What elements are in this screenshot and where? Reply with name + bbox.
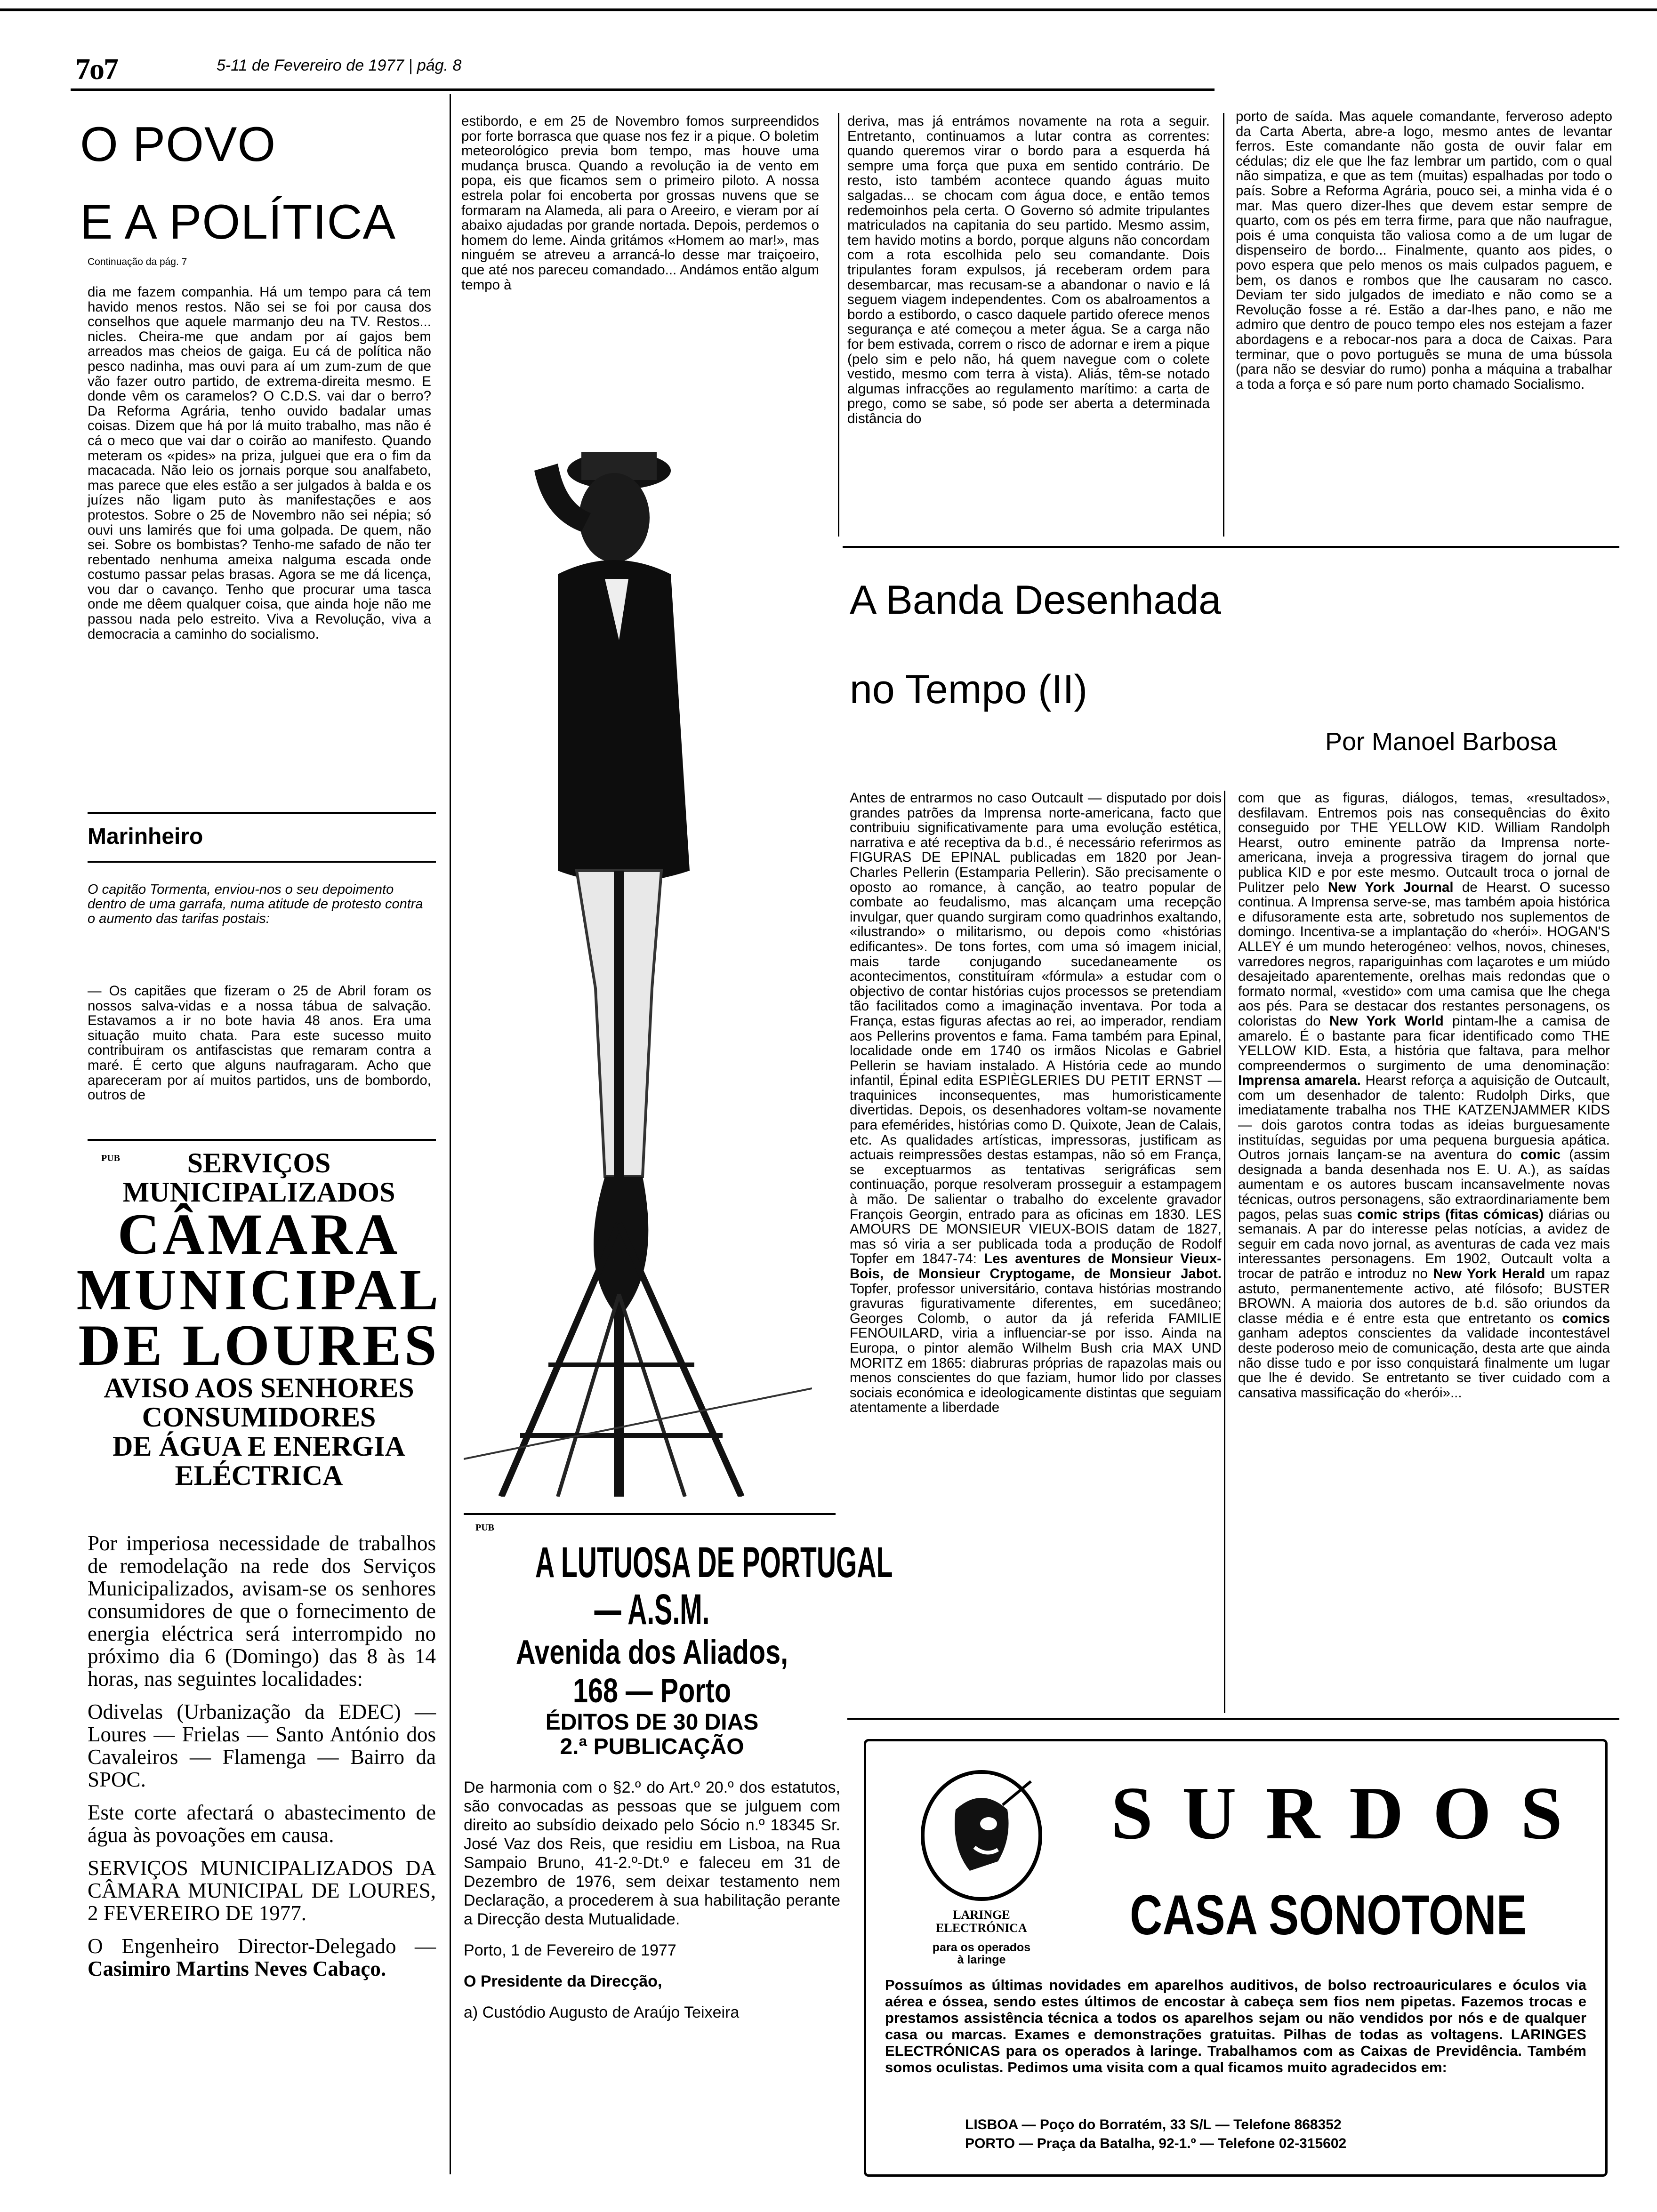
ad-loures-line1: SERVIÇOS <box>187 1147 331 1178</box>
pub-label-loures: PUB <box>101 1153 120 1163</box>
ad-lutuosa-sig2: a) Custódio Augusto de Araújo Teixeira <box>464 2004 740 2021</box>
newspaper-logo: 7o7 <box>75 52 118 86</box>
article-title-line2: E A POLÍTICA <box>80 195 396 249</box>
ad-loures-p5 <box>88 1935 436 1980</box>
ad-lutuosa-address1: Avenida dos Aliados, <box>515 1634 788 1671</box>
marinheiro-intro: O capitão Tormenta, enviou-nos o seu depoimento dentro de uma garrafa, numa atitude de protesto contra o aumento das tarifas postais: <box>88 882 423 926</box>
ad-lutuosa-body <box>464 1778 840 2022</box>
surdos-body: Possuímos as últimas novidades em aparelhos auditivos, de bolso rectroauriculares e óculos via aérea e óssea, sendo estes últimos de encostar à cabeça sem fios nem pipetas. Fazemos trocas e prestamos assistência técnica a todos os aparelhos sejam ou não vendidos por nós e de qualquer casa ou marcas. Exames e demonstrações gratuitas. Pilhas de todas as voltagens. LARINGES ELECTRÓNICAS para os operados à laringe. Trabalhamos com as Caixas de Previdência. Também somos oculistas. Pedimos uma visita com a qual ficamos muito agradecidos em: <box>885 1977 1586 2076</box>
ad-lutuosa <box>464 1525 893 2034</box>
banda-col2-comic: comic <box>1520 1147 1561 1163</box>
banda-col2-a: com que as figuras, diálogos, temas, «resultados», desfilavam. Entremos pois nas consequências do êxito conseguido por THE YELLOW KID. William Randolph Hearst, outro eminente patrão da Imprensa norte-americana, inveja a progressiva tiragem do jornal que publica KID e por este mesmo. Outcault troca o jornal de Pulitzer pelo <box>1238 790 1610 895</box>
marinheiro-body-col2 <box>461 114 819 292</box>
banda-col2-d: Hearst reforça a aquisição de Outcault, com um desenhador de talento: Rudolph Dirks, que imediatamente trabalha nos THE KATZENJAMMER KIDS — dois garotos contra todas as ideias burguesamente instituídas, seguidas por uma pequena burguesia apática. Outros jornais lançam-se na aventura do <box>1238 1073 1610 1163</box>
byline: Por Manoel Barbosa <box>1325 728 1557 756</box>
marinheiro-col4-text: porto de saída. Mas aquele comandante, ferveroso adepto da Carta Aberta, abre-a logo, mesmo antes de levantar ferros. Este comandante não gosta de ouvir falar em cédulas; diz ele que lhe faz lembrar um partido, com o qual não simpatiza, e que as tem (muitas) espalhadas por todo o país. Sobre a Reforma Agrária, pouco sei, a minha vida é o mar. Mas quero dizer-lhes que devem estar sempre de quarto, com os pés em terra firme, para que não naufrague, pois é uma conquista tão valiosa como a de um lugar de dispenseiro de bordo... Finalmente, quanto aos pides, o povo espera que pelo menos os mais culpados paguem, e bem, os danos e rombos que lhe causaram no casco. Deviam ter sido julgados de imediato e não como se a Revolução fosse a ré. Estão a dar-lhes pano, e não me admiro que dentro de pouco tempo eles nos estejam a fazer abordagens e a rebocar-nos para a doca de Caixas. Para terminar, que o povo português se muna de uma bússola (para não se desviar do rumo) ponha a máquina a trabalhar a toda a força e só pare num porto chamado Socialismo. <box>1236 109 1612 392</box>
marinheiro-body-col4 <box>1236 109 1612 392</box>
banda-col1-main: Antes de entrarmos no caso Outcault — disputado por dois grandes patrões da Imprensa norte-americana, facto que contribuiu significativamente para uma evolução estética, narrativa e até receptiva da b.d., é necessário referirmos as FIGURAS DE EPINAL publicadas em 1820 por Jean-Charles Pellerin (Estamparia Pellerin). São precisamente o oposto ao romance, à canção, ao teatro popular de combate ao feudalismo, mas alcançam uma recepção invulgar, quer quando surgiram como quadrinhos exaltando, «ilustrando» o militarismo, ou depois como «histórias edificantes». De tons fortes, com uma só imagem inicial, mais tarde conjugando sucedaneamente os acontecimentos, constituíram «fórmula» a estudar com o objectivo de contar histórias cujos processos se pretendiam tão facilitados como a imaginação inventava. Por toda a França, estas figuras afectas ao rei, ao imperador, rendiam aos Pellerins proventos e fama. Fama também para Epinal, localidade onde em 1740 os irmãos Nicolas e Gabriel Pellerin se haviam instalado. A História cede ao mundo infantil, Épinal edita ESPIÈGLERIES DU PETIT ERNST — traquinices inconsequentes, mas humoristicamente divertidas. Depois, os desenhadores voltam-se novamente para efemérides, histórias como D. Quixote, Jean de Calais, etc. As qualidades artísticas, impressoras, justificam as actuais reimpressões destas estampas, não só em França, se exceptuarmos as tentativas serigráficas sem continuação, porque resolveram prosseguir a estampagem à mão. De salientar o trabalho do excelente gravador François Georgin, entrado para as oficinas em 1830. LES AMOURS DE MONSIEUR VIEUX-BOIS datam de 1827, mas só viria a ser publicada toda a produção de Rodolf Topfer em 1847-74: <box>850 790 1222 1267</box>
ad-loures-line5: DE LOURES <box>78 1313 440 1378</box>
banda-title <box>850 555 1221 734</box>
sailor-photo <box>464 377 812 1497</box>
banda-title-line1: A Banda Desenhada <box>850 577 1221 623</box>
banda-col2-c: pintam-lhe a camisa de amarelo. É o bastante para ficar identificado como THE YELLOW KID. Esta, a história que faltava, para melhor compreendermos o surgimento de uma denominação: <box>1238 1013 1610 1074</box>
surdos-addresses <box>965 2116 1346 2153</box>
banda-col2-nyj: New York Journal <box>1327 879 1454 895</box>
banda-col2-nyh: New York Herald <box>1433 1266 1545 1282</box>
ad-loures-signer: Casimiro Martins Neves Cabaço. <box>88 1957 386 1980</box>
header-rule <box>71 88 1215 91</box>
marinheiro-body-col1 <box>88 984 431 1103</box>
ad-loures-line2: MUNICIPALIZADOS <box>122 1177 395 1208</box>
ad-loures-p4: SERVIÇOS MUNICIPALIZADOS DA CÂMARA MUNICIPAL DE LOURES, 2 FEVEREIRO DE 1977. <box>88 1856 436 1925</box>
banda-col2-nyw: New York World <box>1329 1013 1444 1029</box>
banda-col1-text <box>850 791 1222 1415</box>
ad-lutuosa-title2: — A.S.M. <box>594 1586 710 1634</box>
banda-col2-text <box>1238 791 1610 1400</box>
banda-col2-g: um rapaz astuto, permanentemente activo, até filósofo; BUSTER BROWN. A maioria dos autores de b.d. são oriundos da classe média e é entre esta que entretanto os <box>1238 1266 1610 1326</box>
banda-col1-bold: Les aventures de Monsieur Vieux-Bois, de Monsieur Cryptogame, de Monsieur Jabot. <box>850 1251 1222 1282</box>
laringe-sub1: para os operados <box>932 1941 1031 1954</box>
marinheiro-title: Marinheiro <box>88 824 203 849</box>
pub-label-lutuosa: PUB <box>475 1523 494 1533</box>
ad-loures-line8: DE ÁGUA E ENERGIA <box>113 1431 405 1462</box>
banda-col1-end: Topfer, professor universitário, contava histórias mostrando gravuras figurativamente diferentes, em sucedâneo; Georges Colomb, o autor da já referida FAMILIE FENOUILARD, viria a influenciar-se por isso. Ainda na Europa, o pintor alemão Wilhelm Bush cria MAX UND MORITZ em 1865: diabruras próprias de rapazolas mais ou menos conscientes do que faziam, humor lido por classes sociais económica e ideologicamente distintas que seguiam atentamente a liberdade <box>850 1281 1222 1416</box>
ad-lutuosa-text: De harmonia com o §2.º do Art.º 20.º dos estatutos, são convocadas as pessoas que se julguem com direito ao subsídio deixado pelo Sócio n.º 18345 Sr. José Vaz dos Reis, que residiu em Lisboa, na Rua Sampaio Bruno, 41-2.º-Dt.º e faleceu em 31 de Dezembro de 1976, sem deixar testamento nem Declaração, a procederem à sua habilitação perante a Direcção desta Mutualidade. <box>464 1779 840 1928</box>
article-body-text: dia me fazem companhia. Há um tempo para cá tem havido menos restos. Não sei se foi por causa dos conselhos que aquele marmanjo deu na TV. Restos... nicles. Cheira-me que andam por aí gajos bem arreados mas cheios de gaiga. Eu cá de política não pesco nadinha, mas ouvi para aí um zum-zum de que vão fazer outro partido, de extrema-direita mesmo. E donde vêm os caramelos? O C.D.S. vai dar o berro? Da Reforma Agrária, tenho ouvido badalar umas coisas. Dizem que há por lá muito trabalho, mas não é cá o meco que vai dar o coirão ao manifesto. Quando meteram os «pides» na priza, julguei que era o fim da macacada. Não leio os jornais porque sou analfabeto, mas parece que eles estão a ser julgados à balda e os juízes não ligam puto às manifestações e aos protestos. Sobre o 25 de Novembro não sei népia; só ouvi uns lamirés que foi uma golpada. De quem, não sei. Sobre os bombistas? Tenho-me safado de não ter rebentado nenhuma ameixa nalguma escada onde costumo passar pelas brasas. Agora se me dá licença, vou dar o cavanço. Tenho que procurar uma tasca onde me dêem qualquer coisa, que ainda hoje não me passou nada pelo estreito. Viva a Revolução, viva a democracia a caminho do socialismo. <box>88 284 431 642</box>
banda-col2-strips: comic strips (fitas cómicas) <box>1357 1206 1544 1222</box>
ad-loures-line9: ELÉCTRICA <box>175 1460 343 1491</box>
top-border <box>0 8 1657 11</box>
article-title <box>80 106 396 261</box>
laringe-logo-text <box>916 1908 1047 1935</box>
surdos-title: SURDOS <box>1111 1771 1592 1855</box>
ad-loures-p2: Odivelas (Urbanização da EDEC) — Loures — Frielas — Santo António dos Cavaleiros — Flamenga — Bairro da SPOC. <box>88 1700 436 1791</box>
ad-lutuosa-address2: 168 — Porto <box>572 1672 732 1710</box>
dateline: 5-11 de Fevereiro de 1977 | pág. 8 <box>217 56 462 74</box>
marinheiro-body-col3 <box>847 114 1210 426</box>
banda-body-col2 <box>1238 791 1610 1400</box>
banda-col2-h: ganham adeptos conscientes da validade incontestável deste poderoso meio de comunicação, desta arte que ainda não disse tudo e por isso conquistará finalmente um lugar que lhe é devido. Se entretanto se tiver cuidado com a cansativa massificação do «herói»... <box>1238 1325 1610 1401</box>
marinheiro-body-text: — Os capitães que fizeram o 25 de Abril foram os nossos salva-vidas e a nossa tábua de salvação. Estavamos a ir no bote havia 48 anos. Era uma situação muito chata. Para este sucesso muito contribuiram os antifascistas que remaram contra a maré. É certo que alguns naufragaram. Acho que apareceram por aí muitos partidos, uns de bombordo, outros de <box>88 983 431 1103</box>
sailor-illustration <box>464 377 812 1497</box>
ad-loures-body <box>88 1532 436 1990</box>
ad-loures-p1: Por imperiosa necessidade de trabalhos de remodelação na rede dos Serviços Municipalizados, avisam-se os senhores consumidores de que o fornecimento de energia eléctrica será interrompido no próximo dia 6 (Domingo) das 8 às 14 horas, nas seguintes localidades: <box>88 1531 436 1691</box>
banda-col2-f: diárias ou semanais. A par do interesse pelas notícias, a avidez de seguir em cada novo jornal, as aventuras de cada vez mais interessantes personagens. Em 1902, Outcault volta a trocar de patrão e introduz no <box>1238 1206 1610 1282</box>
marinheiro-rule-top <box>88 812 436 814</box>
ad-surdos <box>864 1739 1608 2177</box>
banda-col2-comics: comics <box>1562 1310 1610 1326</box>
column-rule-4 <box>1224 791 1225 1713</box>
ad-lutuosa-sig1: O Presidente da Direcção, <box>464 1972 662 1990</box>
banda-col2-e: (assim designada a banda desenhada nos E. U. A.), as saídas aumentam e os autores buscam incansavelmente novas técnicas, outros personagens, são extraordinariamente bem pagos, pelas suas <box>1238 1147 1610 1222</box>
article-body-col1 <box>88 285 431 641</box>
laringe-sub2: à laringe <box>957 1953 1006 1966</box>
laringe-sub <box>916 1941 1047 1966</box>
continuation-note: Continuação da pág. 7 <box>88 256 187 267</box>
ad-lutuosa-date: Porto, 1 de Fevereiro de 1977 <box>464 1941 676 1959</box>
laringe-line2: ELECTRÓNICA <box>936 1921 1027 1935</box>
laringe-line1: LARINGE <box>953 1908 1010 1922</box>
marinheiro-rule-bottom <box>88 861 436 863</box>
ad-lutuosa-sub2: 2.ª PUBLICAÇÃO <box>560 1734 744 1759</box>
ad-loures-line6: AVISO AOS SENHORES <box>104 1372 414 1403</box>
ad-lutuosa-rule <box>464 1513 836 1515</box>
banda-body-col1 <box>850 791 1222 1415</box>
surdos-addr-lisboa: LISBOA — Poço do Borratém, 33 S/L — Telefone 868352 <box>965 2117 1342 2132</box>
laringe-logo-icon <box>918 1767 1045 1904</box>
column-rule-3 <box>1223 113 1224 537</box>
banda-col2-ia: Imprensa amarela. <box>1238 1073 1361 1089</box>
column-rule-2 <box>838 113 839 537</box>
ad-loures-director: O Engenheiro Director-Delegado — <box>88 1934 436 1958</box>
marinheiro-col2-text: estibordo, e em 25 de Novembro fomos surpreendidos por forte borrasca que quase nos fez ir a pique. O boletim meteorológico previa bom tempo, mas houve uma mudança brusca. Quando a revolução ia de vento em popa, eis que ficamos sem o primeiro piloto. A nossa estrela polar foi encoberta por grossas nuvens que se formaram na Alameda, ali para o Areeiro, e vieram por aí abaixo ajudadas por grande nortada. Depois, perdemos o homem do leme. Ainda gritámos «Homem ao mar!», mas ninguém se atreveu a arrancá-lo desse mar traiçoeiro, que até nos pareceu comandado... Andámos então algum tempo à <box>461 113 819 293</box>
ad-loures-p3: Este corte afectará o abastecimento de água às povoações em causa. <box>88 1801 436 1847</box>
ad-lutuosa-sub1: ÉDITOS DE 30 DIAS <box>545 1710 759 1735</box>
marinheiro-col3-text: deriva, mas já entrámos novamente na rota a seguir. Entretanto, continuamos a lutar contra as correntes: quando queremos virar o bordo para a esquerda há sempre uma força que puxa em sentido contrário. De resto, isto também acontece quando águas muito salgadas... se chocam com água doce, e então temos redemoinhos pela certa. O Governo só admite tripulantes matriculados na capitania do seu partido. Mesmo assim, tem havido motins a bordo, porque alguns não concordam com a rota escolhida pelo seu comandante. Dois tripulantes foram expulsos, já receberam ordem para desembarcar, mas recusam-se a abandonar o navio e lá seguem viagem independentes. Com os abalroamentos a bordo a estibordo, o casco daquele partido oferece menos segurança e até começou a meter água. Se a carga não for bem estivada, correm o risco de adornar e irem a pique (pelo sim e pelo não, há quem navegue com o colete vestido, mesmo com terra à vista). Aliás, têm-se notado algumas infracções ao regulamento marítimo: a carta de prego, como se sabe, só pode ser aberta a determinada distância do <box>847 113 1210 426</box>
ad-lutuosa-title1: A LUTUOSA DE PORTUGAL <box>535 1539 893 1587</box>
banda-col2-b: de Hearst. O sucesso continua. A Imprensa serve-se, mas também apoia histórica e difusoramente esta arte, sobretudo nos suplementos de domingo. Incentiva-se a implantação do «herói». HOGAN'S ALLEY é um mundo heterogéneo: velhos, novos, chineses, varredores negros, rapariguinhas com laçarotes e um miúdo desajeitado aparentemente, orelhas mais redondas que o formato normal, «vestido» com uma camisa que lhe chega aos pés. Para se destacar dos restantes personagens, os coloristas do <box>1238 879 1610 1029</box>
banda-title-line2: no Tempo (II) <box>850 667 1088 712</box>
section-rule-banda <box>843 546 1619 548</box>
column-rule-1 <box>450 94 451 2174</box>
surdos-addr-porto: PORTO — Praça da Batalha, 92-1.º — Telefone 02-315602 <box>965 2136 1347 2151</box>
ad-loures-line7: CONSUMIDORES <box>142 1402 376 1433</box>
ad-loures-rule <box>88 1139 436 1141</box>
section-rule-bottom <box>847 1718 1619 1720</box>
article-title-line1: O POVO <box>80 117 276 172</box>
ad-loures-line4: MUNICIPAL <box>76 1258 442 1322</box>
ad-loures-line3: CÂMARA <box>117 1202 401 1266</box>
ad-loures-heading <box>71 1148 447 1490</box>
sonotone-title: CASA SONOTONE <box>1130 1883 1527 1947</box>
